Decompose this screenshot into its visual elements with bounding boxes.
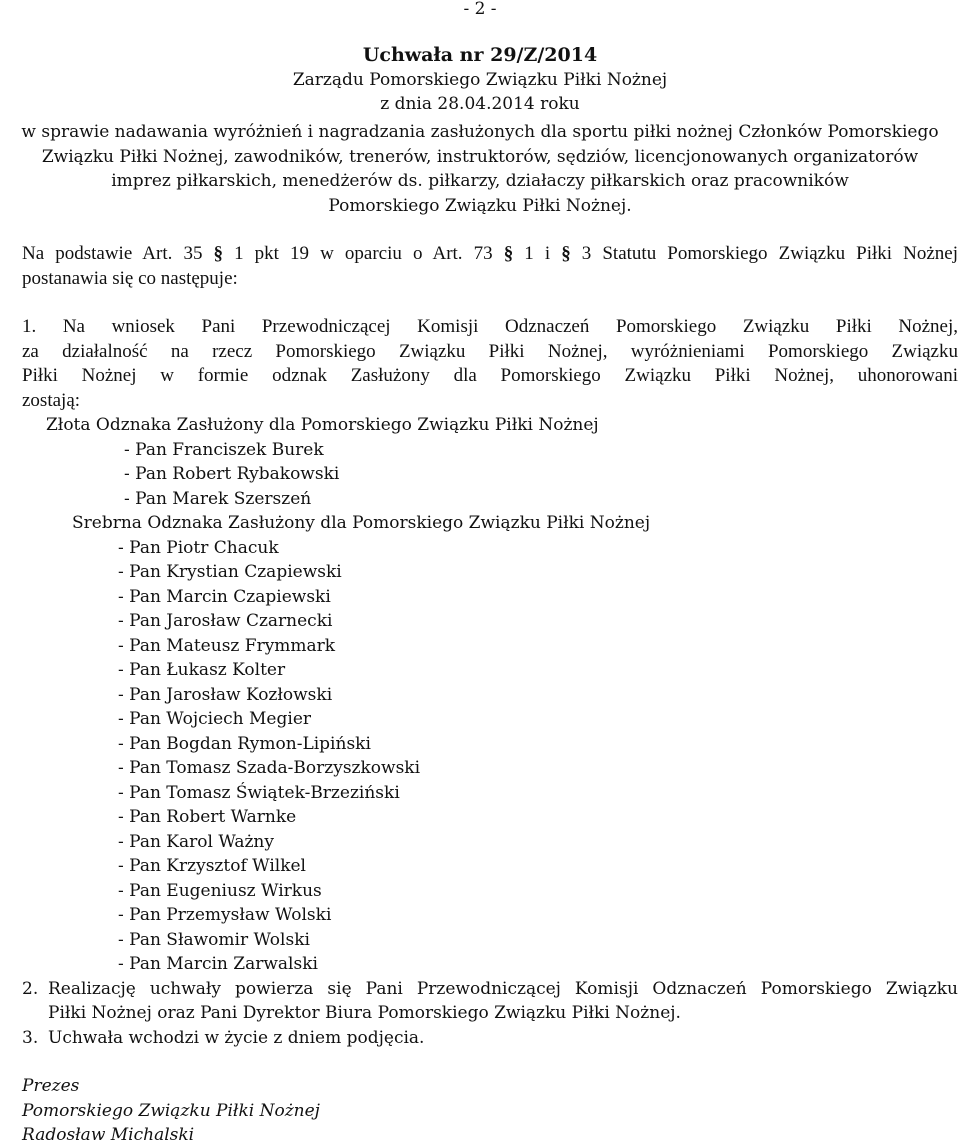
point-2-line: Piłki Nożnej oraz Pani Dyrektor Biura Pomorskiego Związku Piłki Nożnej. <box>48 1003 681 1023</box>
section-symbol: § <box>213 243 224 264</box>
silver-recipient: - Pan Robert Warnke <box>118 807 297 827</box>
resolution-title: Uchwała nr 29/Z/2014 <box>362 44 598 66</box>
subject-line: imprez piłkarskich, menedżerów ds. piłkarzy, działaczy piłkarskich oraz pracowników <box>111 171 849 191</box>
point-1-line: za działalność na rzecz Pomorskiego Związku Piłki Nożnej, wyróżnieniami Pomorskiego Związku <box>22 341 958 362</box>
silver-recipient: - Pan Jarosław Kozłowski <box>118 685 333 705</box>
silver-recipient: - Pan Karol Ważny <box>118 832 274 852</box>
section-symbol: § <box>561 243 571 264</box>
silver-recipient: - Pan Krystian Czapiewski <box>118 562 342 582</box>
point-1-line: Piłki Nożnej w formie odznak Zasłużony dla Pomorskiego Związku Piłki Nożnej, uhonorowani <box>22 365 958 386</box>
point-3-number: 3. <box>22 1028 39 1048</box>
silver-recipient: - Pan Mateusz Frymmark <box>118 636 336 656</box>
silver-recipient: - Pan Krzysztof Wilkel <box>118 856 306 876</box>
silver-recipient: - Pan Bogdan Rymon-Lipiński <box>118 734 371 754</box>
point-1-line: zostają: <box>22 390 81 411</box>
signature-role: Prezes <box>22 1076 80 1096</box>
silver-recipient: - Pan Łukasz Kolter <box>118 660 286 680</box>
legal-basis-decision: postanawia się co następuje: <box>22 268 238 289</box>
silver-recipient: - Pan Marcin Zarwalski <box>118 954 318 974</box>
silver-recipient: - Pan Marcin Czapiewski <box>118 587 331 607</box>
resolution-date: z dnia 28.04.2014 roku <box>380 94 580 114</box>
silver-badge-heading: Srebrna Odznaka Zasłużony dla Pomorskiego Związku Piłki Nożnej <box>72 513 651 533</box>
point-2-line: Realizację uchwały powierza się Pani Przewodniczącej Komisji Odznaczeń Pomorskiego Związku <box>48 979 958 999</box>
subject-line: w sprawie nadawania wyróżnień i nagradzania zasłużonych dla sportu piłki nożnej Członków Pomorskiego <box>21 122 939 142</box>
silver-recipient: - Pan Wojciech Megier <box>118 709 312 729</box>
silver-recipient: - Pan Jarosław Czarnecki <box>118 611 333 631</box>
subject-line: Pomorskiego Związku Piłki Nożnej. <box>328 196 632 216</box>
silver-recipient: - Pan Tomasz Świątek-Brzeziński <box>118 783 400 803</box>
gold-badge-heading: Złota Odznaka Zasłużony dla Pomorskiego Związku Piłki Nożnej <box>46 415 599 435</box>
gold-recipient: - Pan Franciszek Burek <box>124 440 324 460</box>
signature-organization: Pomorskiego Związku Piłki Nożnej <box>22 1101 320 1121</box>
legal-basis-part: Na podstawie Art. 35 <box>22 243 203 264</box>
silver-recipient: - Pan Piotr Chacuk <box>118 538 279 558</box>
silver-recipient: - Pan Sławomir Wolski <box>118 930 310 950</box>
legal-basis-part: 1 i <box>524 243 551 264</box>
legal-basis-part: 1 pkt 19 w oparciu o Art. 73 <box>234 243 493 264</box>
legal-basis <box>22 242 958 266</box>
legal-basis-part: 3 Statutu Pomorskiego Związku Piłki Nożnej <box>581 243 959 264</box>
gold-recipient: - Pan Robert Rybakowski <box>124 464 340 484</box>
section-symbol: § <box>503 243 514 264</box>
gold-recipient: - Pan Marek Szerszeń <box>124 489 312 509</box>
resolution-issuer: Zarządu Pomorskiego Związku Piłki Nożnej <box>292 70 668 90</box>
silver-recipient: - Pan Przemysław Wolski <box>118 905 332 925</box>
signature-name: Radosław Michalski <box>22 1125 195 1145</box>
point-2-number: 2. <box>22 979 39 999</box>
silver-recipient: - Pan Tomasz Szada-Borzyszkowski <box>118 758 421 778</box>
point-3-text: Uchwała wchodzi w życie z dniem podjęcia. <box>48 1028 425 1048</box>
page-number: - 2 - <box>463 0 497 19</box>
silver-recipient: - Pan Eugeniusz Wirkus <box>118 881 322 901</box>
subject-line: Związku Piłki Nożnej, zawodników, trenerów, instruktorów, sędziów, licencjonowanych organizatorów <box>41 147 919 167</box>
point-1-line: 1. Na wniosek Pani Przewodniczącej Komisji Odznaczeń Pomorskiego Związku Piłki Nożnej, <box>22 316 958 337</box>
